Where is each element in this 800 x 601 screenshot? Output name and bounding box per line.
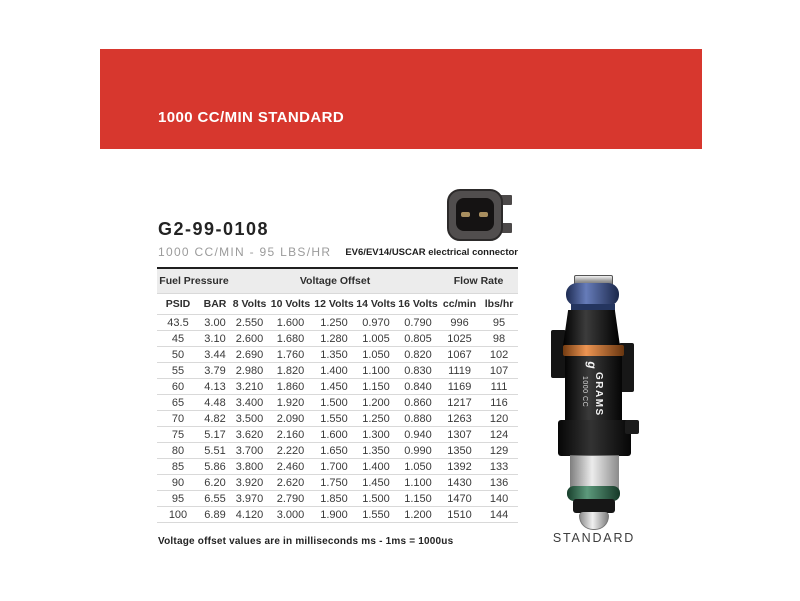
table-row [157,411,518,427]
part-number: G2-99-0108 [158,219,270,239]
table-cell: 1119 [439,363,480,379]
table-cell: 0.860 [397,395,439,411]
table-cell: 4.82 [199,411,231,427]
column-header: BAR [199,294,231,315]
table-cell: 98 [480,331,518,347]
table-cell: 1.600 [268,315,313,331]
table-cell: 1.250 [313,315,355,331]
table-row [157,443,518,459]
table-cell: 6.55 [199,491,231,507]
injector-lower-metal [570,455,619,490]
table-cell: 133 [480,459,518,475]
table-row [157,347,518,363]
group-header: Fuel Pressure [157,268,231,294]
table-cell: 50 [157,347,199,363]
table-cell: 6.89 [199,507,231,523]
table-cell: 70 [157,411,199,427]
table-row [157,459,518,475]
column-header: 12 Volts [313,294,355,315]
table-cell: 120 [480,411,518,427]
table-cell: 5.17 [199,427,231,443]
table-cell: 75 [157,427,199,443]
table-cell: 996 [439,315,480,331]
table-cell: 136 [480,475,518,491]
table-cell: 4.13 [199,379,231,395]
table-cell: 107 [480,363,518,379]
table-cell: 111 [480,379,518,395]
part-subtitle: 1000 CC/MIN - 95 LBS/HR [158,245,332,259]
flow-table [157,267,518,523]
injector-brand-label: GRAMS [593,372,604,417]
table-cell: 1.350 [313,347,355,363]
table-cell: 3.700 [231,443,268,459]
table-cell: 2.980 [231,363,268,379]
table-cell: 1025 [439,331,480,347]
table-cell: 55 [157,363,199,379]
table-cell: 1.350 [355,443,397,459]
table-cell: 85 [157,459,199,475]
table-row [157,475,518,491]
injector-main-body [565,356,622,424]
table-column-header-row [157,294,518,315]
injector-collar [558,420,631,456]
group-header: Voltage Offset [231,268,439,294]
table-cell: 1.750 [313,475,355,491]
column-header: cc/min [439,294,480,315]
table-cell: 124 [480,427,518,443]
table-cell: 1217 [439,395,480,411]
table-cell: 1169 [439,379,480,395]
table-cell: 3.500 [231,411,268,427]
table-cell: 1.680 [268,331,313,347]
table-cell: 140 [480,491,518,507]
table-cell: 1350 [439,443,480,459]
table-cell: 3.400 [231,395,268,411]
table-cell: 1.100 [397,475,439,491]
table-cell: 1263 [439,411,480,427]
column-header: lbs/hr [480,294,518,315]
table-cell: 2.600 [231,331,268,347]
injector-top-oring [566,283,619,306]
table-cell: 4.120 [231,507,268,523]
table-cell: 45 [157,331,199,347]
table-cell: 1.700 [313,459,355,475]
injector-cc-label: 1000 CC [581,376,588,408]
table-cell: 80 [157,443,199,459]
footnote: Voltage offset values are in milliseconds ms - 1ms = 1000us [158,536,454,547]
table-cell: 1470 [439,491,480,507]
injector-upper-body [563,310,620,346]
table-cell: 1392 [439,459,480,475]
column-header: PSID [157,294,199,315]
table-cell: 1.005 [355,331,397,347]
column-header: 14 Volts [355,294,397,315]
table-cell: 1.450 [355,475,397,491]
table-cell: 1.280 [313,331,355,347]
table-cell: 1067 [439,347,480,363]
table-cell: 65 [157,395,199,411]
table-cell: 2.550 [231,315,268,331]
table-cell: 0.990 [397,443,439,459]
table-cell: 3.44 [199,347,231,363]
table-cell: 2.620 [268,475,313,491]
injector-caption: STANDARD [552,531,636,545]
table-cell: 1.250 [355,411,397,427]
connector-caption: EV6/EV14/USCAR electrical connector [345,247,518,258]
table-cell: 129 [480,443,518,459]
table-cell: 1.500 [355,491,397,507]
injector-collar-tab [625,420,639,434]
table-cell: 2.790 [268,491,313,507]
table-cell: 3.800 [231,459,268,475]
grams-logo-icon: g [585,361,599,369]
table-cell: 3.00 [199,315,231,331]
table-cell: 95 [157,491,199,507]
table-cell: 1.150 [355,379,397,395]
table-cell: 2.090 [268,411,313,427]
table-cell: 1.850 [313,491,355,507]
table-row [157,315,518,331]
table-row [157,363,518,379]
table-cell: 0.805 [397,331,439,347]
table-cell: 1.200 [355,395,397,411]
table-cell: 1.500 [313,395,355,411]
table-cell: 0.840 [397,379,439,395]
injector-nozzle-tip [579,512,609,530]
table-cell: 1.920 [268,395,313,411]
table-cell: 4.48 [199,395,231,411]
table-cell: 1.300 [355,427,397,443]
table-cell: 1.900 [313,507,355,523]
injector-orange-band [563,345,624,356]
table-cell: 1.050 [355,347,397,363]
column-header: 16 Volts [397,294,439,315]
table-cell: 1.820 [268,363,313,379]
table-row [157,331,518,347]
table-cell: 0.830 [397,363,439,379]
table-cell: 3.10 [199,331,231,347]
table-cell: 3.920 [231,475,268,491]
table-cell: 1.860 [268,379,313,395]
table-cell: 100 [157,507,199,523]
table-cell: 95 [480,315,518,331]
banner [100,49,702,149]
table-cell: 6.20 [199,475,231,491]
table-cell: 1.550 [313,411,355,427]
table-cell: 1.600 [313,427,355,443]
injector-bottom-seal [573,499,615,513]
table-cell: 102 [480,347,518,363]
table-cell: 0.880 [397,411,439,427]
table-cell: 1430 [439,475,480,491]
table-row [157,491,518,507]
table-cell: 1.200 [397,507,439,523]
table-cell: 2.690 [231,347,268,363]
table-cell: 60 [157,379,199,395]
table-cell: 3.210 [231,379,268,395]
table-cell: 144 [480,507,518,523]
injector-image [548,260,652,532]
table-cell: 1510 [439,507,480,523]
table-cell: 43.5 [157,315,199,331]
table-cell: 1.550 [355,507,397,523]
table-cell: 5.86 [199,459,231,475]
column-header: 8 Volts [231,294,268,315]
table-cell: 1.150 [397,491,439,507]
table-cell: 2.160 [268,427,313,443]
table-group-header-row [157,268,518,294]
table-cell: 5.51 [199,443,231,459]
table-row [157,395,518,411]
table-cell: 0.970 [355,315,397,331]
table-cell: 1307 [439,427,480,443]
table-cell: 1.760 [268,347,313,363]
table-cell: 1.400 [313,363,355,379]
table-cell: 0.790 [397,315,439,331]
table-cell: 1.650 [313,443,355,459]
table-cell: 2.460 [268,459,313,475]
table-cell: 2.220 [268,443,313,459]
group-header: Flow Rate [439,268,518,294]
table-cell: 116 [480,395,518,411]
column-header: 10 Volts [268,294,313,315]
table-cell: 0.940 [397,427,439,443]
table-cell: 3.620 [231,427,268,443]
table-row [157,427,518,443]
table-cell: 1.400 [355,459,397,475]
table-cell: 1.050 [397,459,439,475]
table-cell: 1.100 [355,363,397,379]
table-cell: 3.970 [231,491,268,507]
table-cell: 3.000 [268,507,313,523]
table-cell: 1.450 [313,379,355,395]
table-row [157,379,518,395]
table-row [157,507,518,523]
electrical-connector-icon [444,189,516,246]
banner-title: 1000 CC/MIN STANDARD [158,109,345,126]
table-cell: 3.79 [199,363,231,379]
table-cell: 90 [157,475,199,491]
table-cell: 0.820 [397,347,439,363]
